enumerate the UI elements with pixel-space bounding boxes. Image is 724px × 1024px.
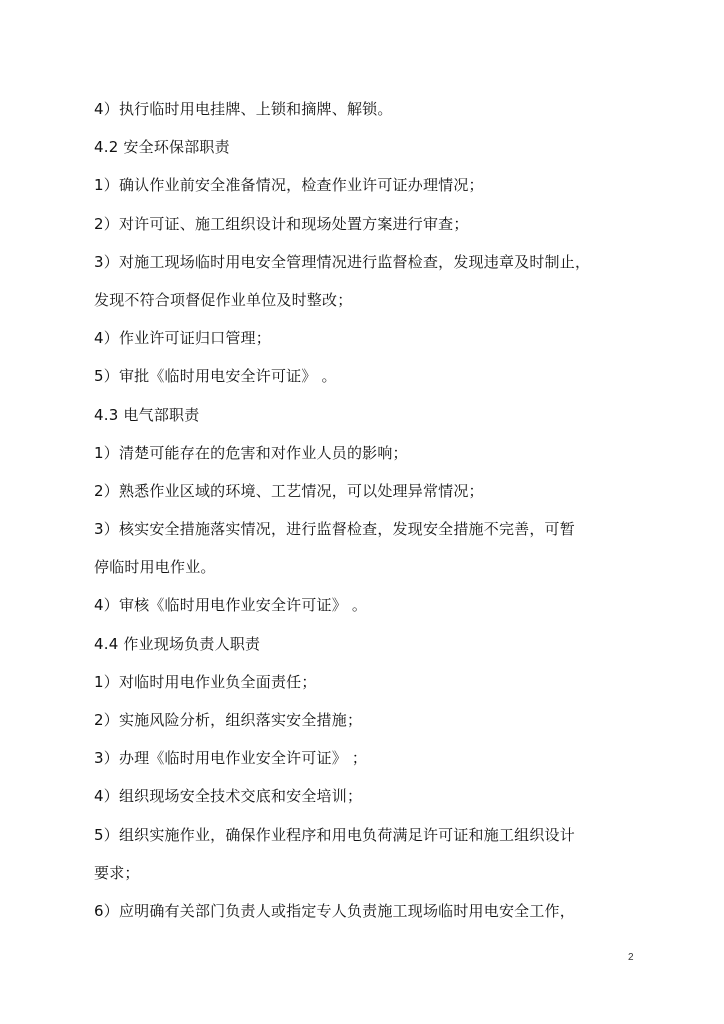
text-line: 3）核实安全措施落实情况，进行监督检查，发现安全措施不完善，可暂 [94,520,575,539]
text-line: 2）熟悉作业区域的环境、工艺情况，可以处理异常情况； [94,481,484,500]
text-line: 1）确认作业前安全准备情况，检查作业许可证办理情况； [94,176,484,195]
text-line: 1）清楚可能存在的危害和对作业人员的影响； [94,443,408,462]
text-line: 5）组织实施作业，确保作业程序和用电负荷满足许可证和施工组织设计 [94,825,575,844]
text-line: 3）办理《临时用电作业安全许可证》 ； [94,749,368,768]
text-line: 4）执行临时用电挂牌、上锁和摘牌、解锁。 [94,100,393,118]
page-number: 2 [628,952,634,963]
text-line: 发现不符合项督促作业单位及时整改； [94,290,353,309]
text-line: 2）对许可证、施工组织设计和现场处置方案进行审查； [94,214,469,233]
text-line: 6）应明确有关部门负责人或指定专人负责施工现场临时用电安全工作， [94,901,575,920]
text-line: 要求； [94,863,140,882]
text-line: 4）审核《临时用电作业安全许可证》 。 [94,596,368,615]
text-line: 3）对施工现场临时用电安全管理情况进行监督检查，发现违章及时制止， [94,252,591,271]
document-body [94,96,654,936]
section-heading: 4.2 安全环保部职责 [94,138,230,157]
text-line: 1）对临时用电作业负全面责任； [94,672,317,691]
text-line: 4）组织现场安全技术交底和安全培训； [94,787,363,806]
section-heading: 4.4 作业现场负责人职责 [94,634,261,653]
section-heading: 4.3 电气部职责 [94,405,200,424]
text-line: 停临时用电作业。 [94,558,216,577]
text-line: 5）审批《临时用电安全许可证》 。 [94,367,337,386]
text-line: 4）作业许可证归口管理； [94,329,271,348]
text-line: 2）实施风险分析，组织落实安全措施； [94,711,363,729]
